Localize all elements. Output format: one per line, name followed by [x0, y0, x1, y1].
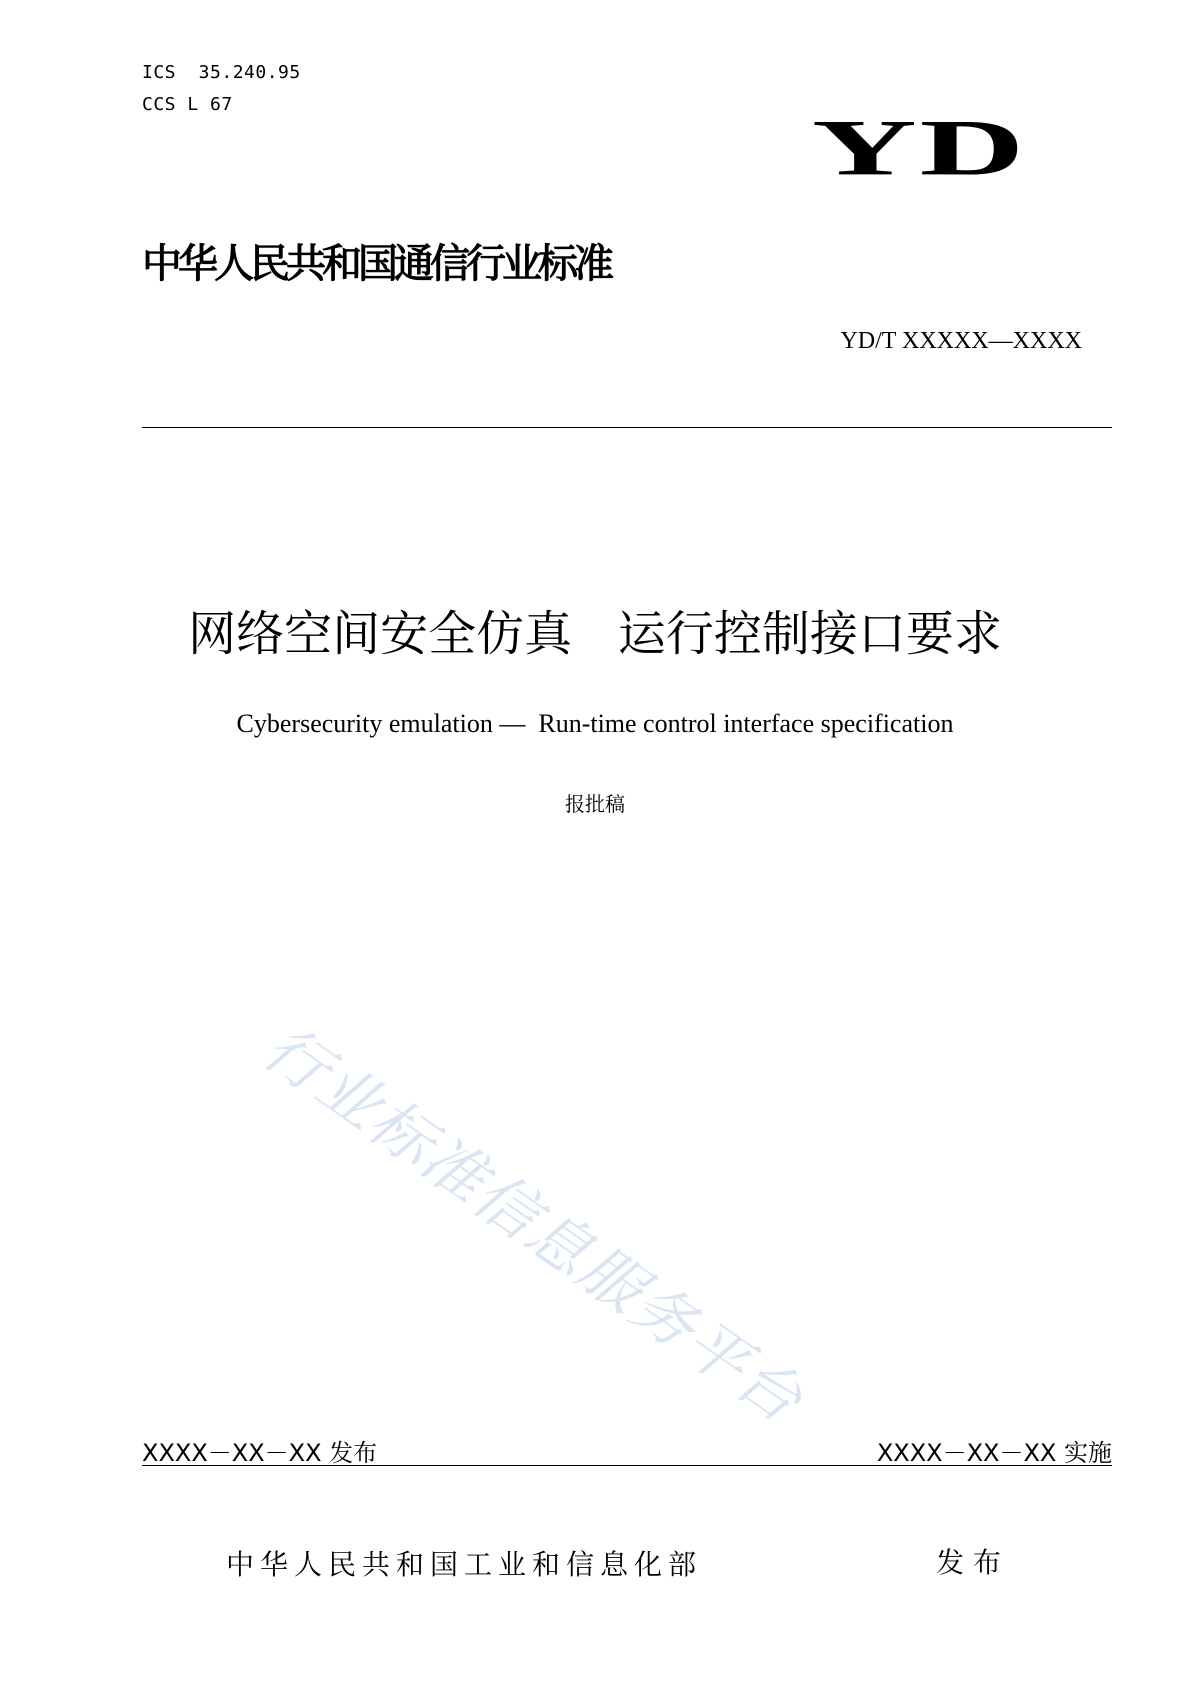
issue-label: 发 布	[936, 1546, 1001, 1579]
watermark: 行业标准信息服务平台	[250, 1010, 817, 1438]
document-title-en: Cybersecurity emulation — Run-time control interface specification	[236, 709, 954, 738]
standard-number: YD/T XXXXX—XXXX	[840, 328, 1082, 354]
yd-logo: YD	[812, 103, 1028, 192]
document-title-zh: 网络空间安全仿真 运行控制接口要求	[188, 606, 1002, 662]
top-divider	[142, 427, 1112, 428]
ics-code: ICS 35.240.95	[142, 62, 301, 83]
industry-standard-title: 中华人民共和国通信行业标准	[142, 241, 610, 287]
publish-date: XXXX－XX－XX 发布	[142, 1439, 378, 1467]
ccs-code: CCS L 67	[142, 94, 233, 115]
effective-date: XXXX－XX－XX 实施	[876, 1439, 1112, 1467]
issuing-ministry: 中华人民共和国工业和信息化部	[226, 1548, 703, 1581]
draft-status: 报批稿	[565, 792, 625, 816]
bottom-divider	[142, 1465, 1112, 1466]
